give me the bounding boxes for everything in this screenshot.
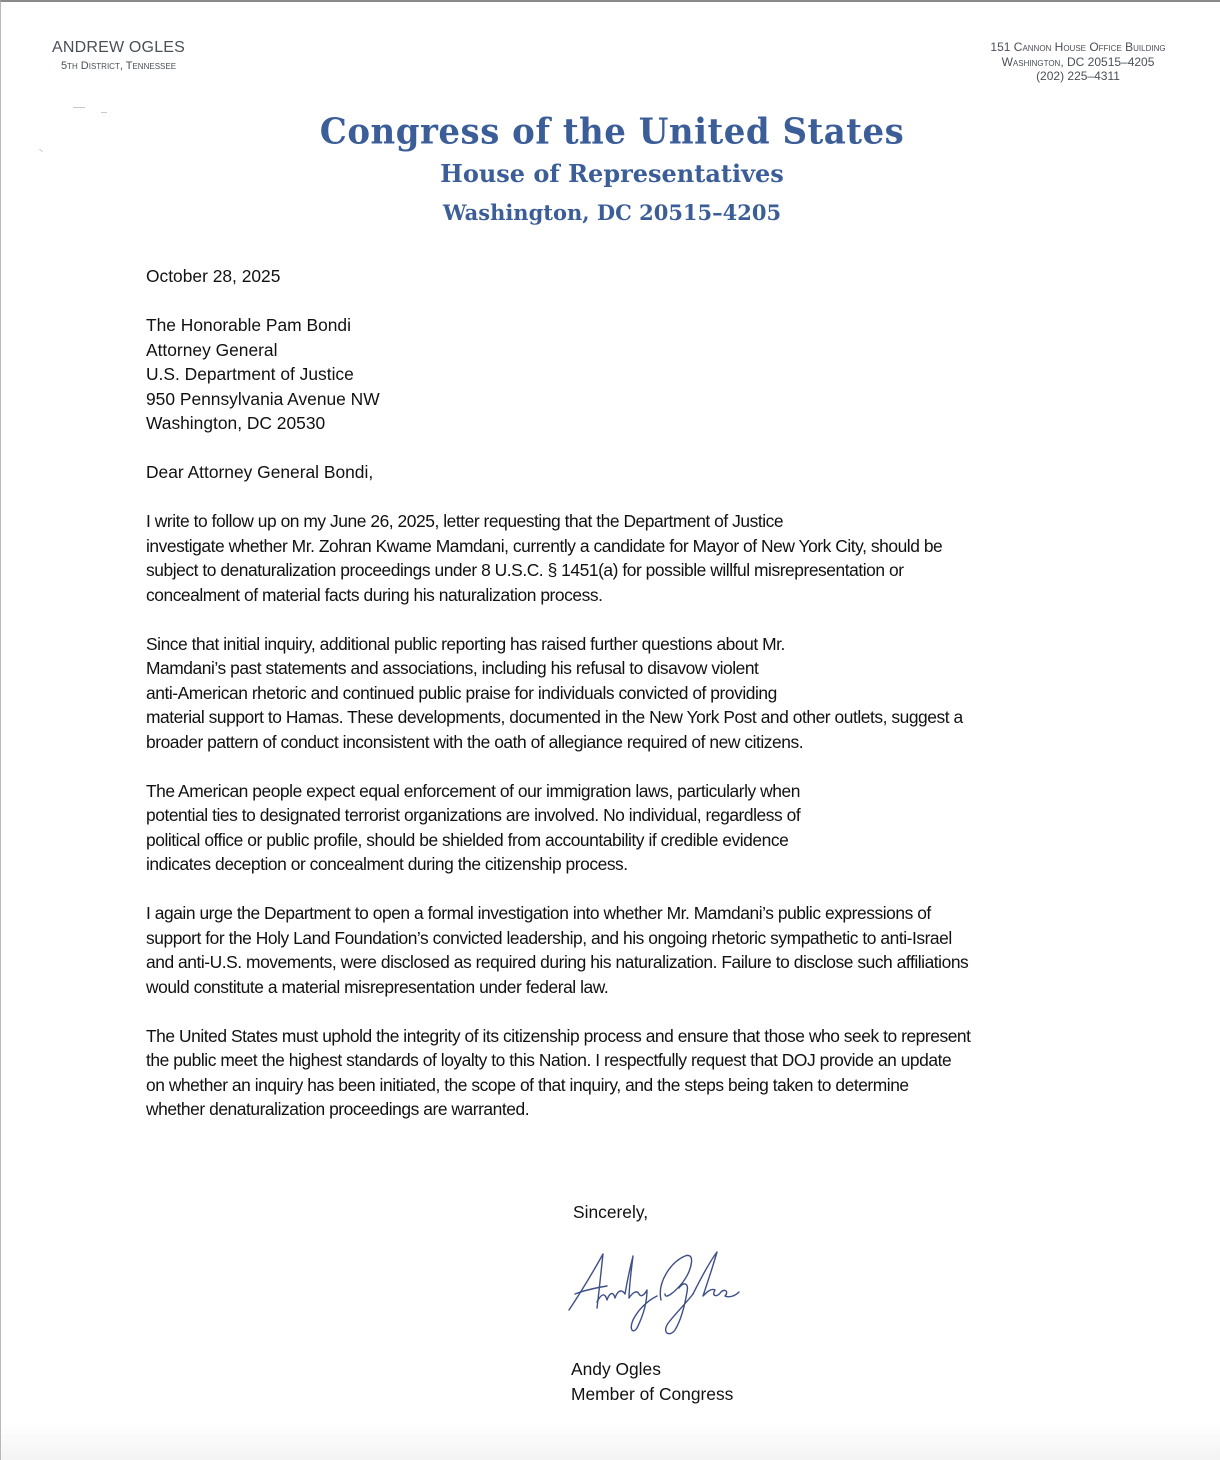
paragraph-line: The United States must uphold the integrity of its citizenship process and ensure that those who seek to represent	[146, 1025, 971, 1046]
signature-icon	[561, 1242, 761, 1342]
letterhead-congress: Congress of the United States	[319, 111, 905, 153]
scan-artifact	[101, 112, 107, 113]
paragraph	[146, 509, 1086, 607]
office-phone: (202) 225–4311	[1036, 69, 1120, 83]
member-name: ANDREW OGLES	[51, 39, 186, 56]
recipient-line: Washington, DC 20530	[146, 413, 326, 433]
recipient-line: The Honorable Pam Bondi	[146, 315, 351, 335]
office-address-line: 151 Cannon House Office Building	[990, 40, 1166, 54]
scan-artifact	[39, 149, 43, 152]
paragraph-line: material support to Hamas. These developments, documented in the New York Post and other outlets, suggest a	[146, 707, 963, 727]
paragraph	[146, 632, 1086, 755]
paragraph-line: concealment of material facts during his naturalization process.	[146, 584, 603, 605]
recipient-address	[146, 313, 1086, 436]
paragraph-line: would constitute a material misrepresentation under federal law.	[146, 976, 609, 997]
paragraph-line: Mamdani’s past statements and associations, including his refusal to disavow violent	[146, 658, 759, 678]
office-address	[941, 40, 1215, 84]
paragraph-line: the public meet the highest standards of loyalty to this Nation. I respectfully request that DOJ provide an update	[146, 1050, 952, 1070]
paragraph-line: on whether an inquiry has been initiated, the scope of that inquiry, and the steps being taken to determine	[146, 1074, 909, 1095]
paragraph-line: whether denaturalization proceedings are warranted.	[146, 1099, 530, 1119]
paragraph-line: and anti-U.S. movements, were disclosed as required during his naturalization. Failure to disclose such affiliations	[146, 952, 969, 972]
paragraph-line: indicates deception or concealment during the citizenship process.	[146, 854, 628, 874]
paragraph	[146, 1024, 1086, 1122]
paragraph	[146, 779, 1086, 877]
signer-title: Member of Congress	[571, 1383, 734, 1404]
scan-artifact	[73, 107, 85, 108]
paragraph-line: support for the Holy Land Foundation’s convicted leadership, and his ongoing rhetoric sympathetic to anti-Israel	[146, 927, 952, 948]
paragraph-line: political office or public profile, should be shielded from accountability if credible evidence	[146, 829, 789, 850]
signer-name: Andy Ogles	[571, 1359, 661, 1379]
recipient-line: Attorney General	[146, 339, 278, 360]
letterhead-house: House of Representatives	[440, 159, 784, 188]
paragraph-line: subject to denaturalization proceedings under 8 U.S.C. § 1451(a) for possible willful misrepresentation or	[146, 560, 904, 580]
office-address-line: Washington, DC 20515–4205	[1001, 54, 1155, 69]
paragraph-line: broader pattern of conduct inconsistent with the oath of allegiance required of new citizens.	[146, 731, 804, 752]
letter-body	[146, 264, 1086, 1146]
salutation: Dear Attorney General Bondi,	[146, 462, 374, 482]
paragraph-line: anti-American rhetoric and continued public praise for individuals convicted of providing	[146, 682, 777, 703]
letter-date: October 28, 2025	[146, 266, 281, 286]
signer-block	[571, 1357, 733, 1406]
paragraph-line: potential ties to designated terrorist organizations are involved. No individual, regardless of	[146, 805, 801, 825]
letterhead	[301, 110, 923, 232]
paragraph-line: The American people expect equal enforcement of our immigration laws, particularly when	[146, 780, 800, 801]
paragraph-line: I write to follow up on my June 26, 2025, letter requesting that the Department of Justice	[146, 511, 784, 531]
closing: Sincerely,	[573, 1202, 649, 1222]
member-district: 5th District, Tennessee	[60, 60, 177, 72]
recipient-line: U.S. Department of Justice	[146, 364, 354, 384]
member-info	[41, 38, 196, 73]
letterhead-address: Washington, DC 20515–4205	[442, 200, 782, 225]
recipient-line: 950 Pennsylvania Avenue NW	[146, 388, 380, 409]
paragraph-line: investigate whether Mr. Zohran Kwame Mamdani, currently a candidate for Mayor of New York City, should be	[146, 535, 943, 556]
paragraph-line: I again urge the Department to open a formal investigation into whether Mr. Mamdani’s public expressions of	[146, 903, 931, 923]
paragraph-line: Since that initial inquiry, additional public reporting has raised further questions about Mr.	[146, 633, 785, 654]
paragraph	[146, 901, 1086, 999]
